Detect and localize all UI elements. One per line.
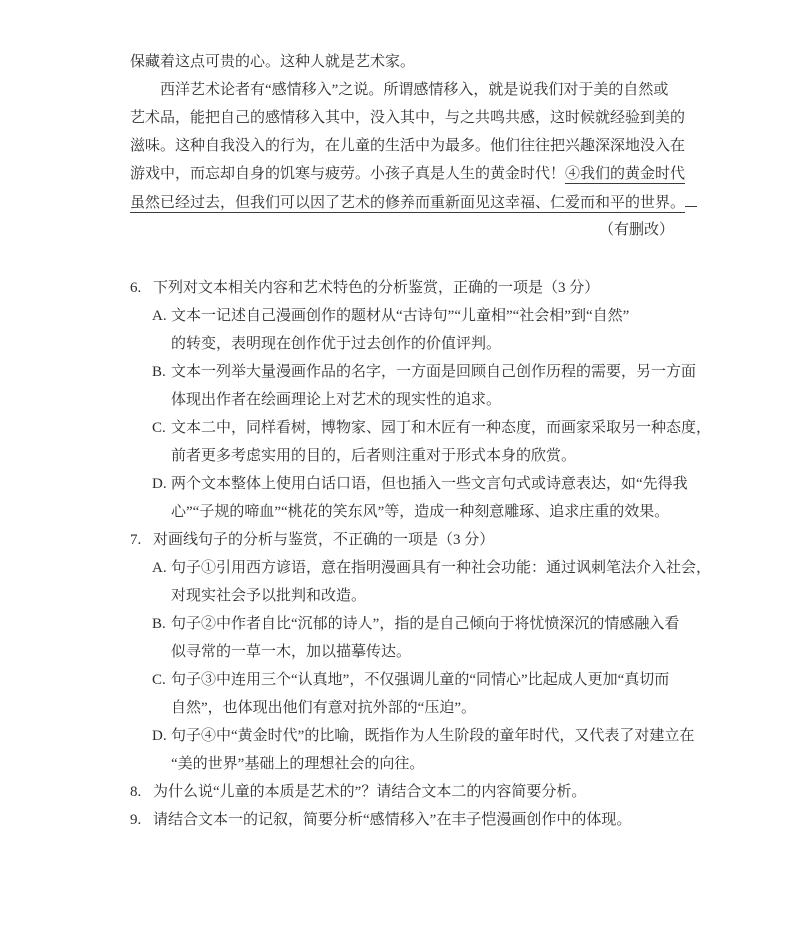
question-number: 8. — [130, 784, 142, 800]
option-text: 文本一列举大量漫画作品的名字，一方面是回顾自己创作历程的需要，另一方面 — [171, 364, 697, 380]
option-text: 文本一记述自己漫画创作的题材从“古诗句”“儿童相”“社会相”到“自然” — [171, 308, 630, 324]
question-number: 6. — [130, 280, 142, 296]
option-label: D. — [152, 728, 167, 744]
option-text: 似寻常的一草一木，加以描摹传达。 — [171, 644, 412, 660]
option-text: 自然”，也体现出他们有意对抗外部的“压迫”。 — [171, 700, 476, 716]
option-text: 句子③中连用三个“认真地”，不仅强调儿童的“同情心”比起成人更加“真切而 — [171, 672, 670, 688]
question-stem — [130, 526, 674, 554]
underlined-sentence-4: ④我们的黄金时代 — [565, 166, 686, 182]
option-text: “美的世界”基础上的理想社会的向往。 — [171, 756, 425, 772]
option-label: C. — [152, 420, 166, 436]
passage-attribution: （有删改） — [598, 222, 674, 238]
option-text: 的转变，表明现在创作优于过去创作的价值评判。 — [171, 336, 502, 352]
option-text: 前者更多考虑实用的目的，后者则注重对于形式本身的欣赏。 — [171, 448, 577, 464]
underlined-sentence-4-continued: 虽然已经过去，但我们可以因了艺术的修养而重新面见这幸福、仁爱而和平的世界。 — [130, 195, 686, 211]
option-b — [130, 610, 680, 666]
question-7 — [130, 526, 712, 778]
question-number: 9. — [130, 812, 142, 828]
option-text: 心”“子规的啼血”“桃花的笑东风”等，造成一种刻意雕琢、追求庄重的效果。 — [171, 504, 670, 520]
option-label: A. — [152, 560, 167, 576]
passage-text: 游戏中，而忘却自身的饥寒与疲劳。小孩子真是人生的黄金时代！ — [130, 166, 566, 182]
option-c — [130, 414, 712, 470]
option-d — [130, 722, 695, 778]
option-a — [130, 554, 712, 610]
question-9 — [130, 806, 674, 834]
section-gap — [130, 244, 674, 274]
passage-line — [130, 188, 686, 216]
passage-line: 西洋艺术论者有“感情移入”之说。所谓感情移入，就是说我们对于美的自然或 — [160, 82, 669, 98]
question-stem-text: 请结合文本一的记叙，简要分析“感情移入”在丰子恺漫画创作中的体现。 — [153, 812, 632, 828]
option-label: C. — [152, 672, 166, 688]
option-text: 句子④中“黄金时代”的比喻，既指作为人生阶段的童年时代，又代表了对建立在 — [171, 728, 695, 744]
option-text: 两个文本整体上使用白话口语，但也插入一些文言句式或诗意表达，如“先得我 — [171, 476, 688, 492]
passage — [130, 48, 686, 244]
option-text: 对现实社会予以批判和改造。 — [171, 588, 367, 604]
question-stem — [130, 778, 674, 806]
option-text: 句子②中作者自比“沉郁的诗人”，指的是自己倾向于将忧愤深沉的情感融入看 — [171, 616, 680, 632]
option-c — [130, 666, 674, 722]
option-d — [130, 470, 688, 526]
exam-content — [130, 48, 712, 834]
question-stem — [130, 274, 674, 302]
option-label: B. — [152, 616, 166, 632]
question-stem-text: 为什么说“儿童的本质是艺术的”？请结合文本二的内容简要分析。 — [153, 784, 587, 800]
question-stem — [130, 806, 674, 834]
underline-extension — [685, 188, 697, 207]
option-text: 文本二中，同样看树，博物家、园丁和木匠有一种态度，而画家采取另一种态度， — [171, 420, 712, 436]
question-6 — [130, 274, 712, 526]
option-text: 句子①引用西方谚语，意在指明漫画具有一种社会功能：通过讽刺笔法介入社会， — [171, 560, 712, 576]
option-label: D. — [152, 476, 167, 492]
passage-line: 滋味。这种自我没入的行为，在儿童的生活中为最多。他们往往把兴趣深深地没入在 — [130, 138, 686, 154]
option-label: B. — [152, 364, 166, 380]
passage-line — [130, 160, 686, 188]
option-b — [130, 358, 697, 414]
question-stem-text: 下列对文本相关内容和艺术特色的分析鉴赏，正确的一项是（3 分） — [153, 280, 600, 296]
passage-line: 艺术品，能把自己的感情移入其中，没入其中，与之共鸣共感，这时候就经验到美的 — [130, 110, 686, 126]
question-8 — [130, 778, 674, 806]
option-text: 体现出作者在绘画理论上对艺术的现实性的追求。 — [171, 392, 502, 408]
question-stem-text: 对画线句子的分析与鉴赏，不正确的一项是（3 分） — [153, 532, 495, 548]
question-number: 7. — [130, 532, 142, 548]
option-label: A. — [152, 308, 167, 324]
passage-line: 保藏着这点可贵的心。这种人就是艺术家。 — [130, 54, 416, 70]
option-a — [130, 302, 674, 358]
